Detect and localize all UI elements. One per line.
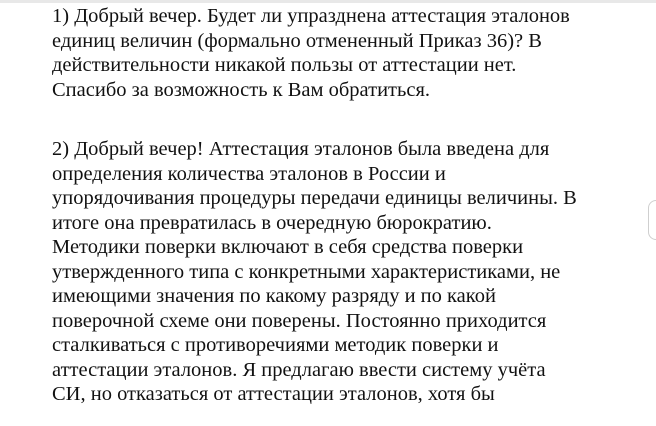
paragraph-1-line-2: единиц величин (формально отмененный Приказ 36)? В bbox=[52, 29, 542, 52]
paragraph-1-line-1: 1) Добрый вечер. Будет ли упразднена аттестация эталонов bbox=[52, 5, 570, 27]
paragraph-2-line-10: аттестации эталонов. Я предлагаю ввести систему учёта bbox=[52, 358, 546, 381]
paragraph-gap bbox=[52, 102, 642, 137]
paragraph-2-line-5: Методики поверки включают в себя средства поверки bbox=[52, 236, 524, 258]
paragraph-2-line-8: поверочной схеме они поверены. Постоянно приходится bbox=[52, 309, 547, 332]
paragraph-1-line-4: Спасибо за возможность к Вам обратиться. bbox=[52, 78, 431, 101]
paragraph-2-line-3: упорядочивания процедуры передачи единицы величины. В bbox=[52, 187, 577, 209]
paragraph-2-line-7: имеющими значения по какому разряду и по какой bbox=[52, 285, 496, 307]
top-divider bbox=[0, 0, 656, 3]
paragraph-1-line-3: действительности никакой пользы от аттестации нет. bbox=[52, 54, 517, 76]
paragraph-2-line-9: сталкиваться с противоречиями методик поверки и bbox=[52, 334, 499, 356]
paragraph-2-line-2: определения количества эталонов в России и bbox=[52, 162, 446, 185]
paragraph-2-line-4: итоге она превратилась в очередную бюрократию. bbox=[52, 211, 492, 234]
paragraph-2-line-6: утвержденного типа с конкретными характеристиками, не bbox=[52, 260, 561, 283]
document-text bbox=[52, 4, 642, 407]
paragraph-2-line-11: СИ, но отказаться от аттестации эталонов, хотя бы bbox=[52, 383, 495, 405]
paragraph-2-line-1: 2) Добрый вечер! Аттестация эталонов была введена для bbox=[52, 138, 550, 160]
scroll-indicator bbox=[648, 200, 656, 240]
